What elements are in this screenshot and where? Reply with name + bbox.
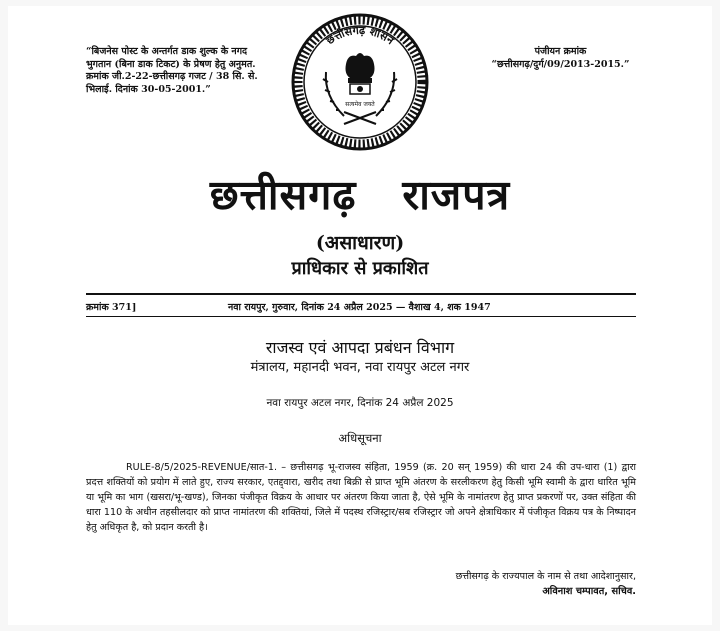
registration-block xyxy=(478,46,643,71)
published-by-authority: प्राधिकार से प्रकाशित xyxy=(291,258,429,279)
signatory-name: अविनाश चम्पावत, सचिव. xyxy=(542,586,636,597)
notification-heading: अधिसूचना xyxy=(338,431,382,445)
seal-motto: सत्यमेव जयते xyxy=(345,101,375,108)
authority-line: छत्तीसगढ़ के राज्यपाल के नाम से तथा आदेशानुसार, xyxy=(455,571,636,582)
notification-place-date: नवा रायपुर अटल नगर, दिनांक 24 अप्रैल 2025 xyxy=(266,397,454,409)
lion-capital-icon xyxy=(346,53,375,94)
header-divider-top xyxy=(86,293,636,295)
issue-number: क्रमांक 371] xyxy=(86,302,137,313)
notification-body: RULE-8/5/2025-REVENUE/सात-1. – छत्तीसगढ़ भू-राजस्व संहिता, 1959 (क्र. 20 सन् 1959) की धारा 24 की उप-धारा (1) द्वारा प्रदत्त शक्तियों को प्रयोग में लाते हुए, राज्य सरकार, एतद्द्वारा, खरीद तथा बिक्री से प्राप्त भूमि अंतरण के सरलीकरण हेतु किसी भूमि स्वामी के द्वारा धारित भूमि या भूमि का भाग (खसरा/भू-खण्ड), जिनका पंजीकृत विक्रय के आधार पर अंतरण किया जाता है, ऐसे भूमि के नामांतरण हेतु प्राप्त प्रकरणों पर, उक्त संहिता की धारा 110 के अधीन तहसीलदार को प्राप्त नामांतरण की शक्तियां, जिले में पदस्थ रजिस्ट्रार/सब रजिस्ट्रार जो अपने क्षेत्राधिकार में पंजीकृत विक्रय पत्र के निष्पादन हेतु अधिकृत है, को प्रदान करती है। xyxy=(86,462,636,533)
issue-date-line: नवा रायपुर, गुरुवार, दिनांक 24 अप्रैल 2025 — वैशाख 4, शक 1947 xyxy=(228,302,491,313)
registration-label: पंजीयन क्रमांक xyxy=(534,46,587,57)
header-divider-bottom xyxy=(86,316,636,317)
postal-permit-note: “बिजनेस पोस्ट के अन्तर्गत डाक शुल्क के नगद भुगतान (बिना डाक टिकट) के प्रेषण हेतु अनुमत. क्रमांक जी.2-22-छत्तीसगढ़ गजट / 38 सि. से. भिलाई. दिनांक 30-05-2001.” xyxy=(86,46,258,95)
department-address: मंत्रालय, महानदी भवन, नवा रायपुर अटल नगर xyxy=(250,360,470,375)
gazette-title xyxy=(0,166,720,222)
seal-text: छत्तीसगढ़ शासन xyxy=(323,23,397,48)
title-gazette: राजपत्र xyxy=(402,171,511,219)
title-state: छत्तीसगढ़ xyxy=(209,171,357,219)
state-seal-emblem xyxy=(290,12,430,152)
department-name: राजस्व एवं आपदा प्रबंधन विभाग xyxy=(265,338,455,357)
gazette-extraordinary: (असाधारण) xyxy=(315,232,405,254)
registration-number: “छत्तीसगढ़/दुर्ग/09/2013-2015.” xyxy=(491,58,630,70)
